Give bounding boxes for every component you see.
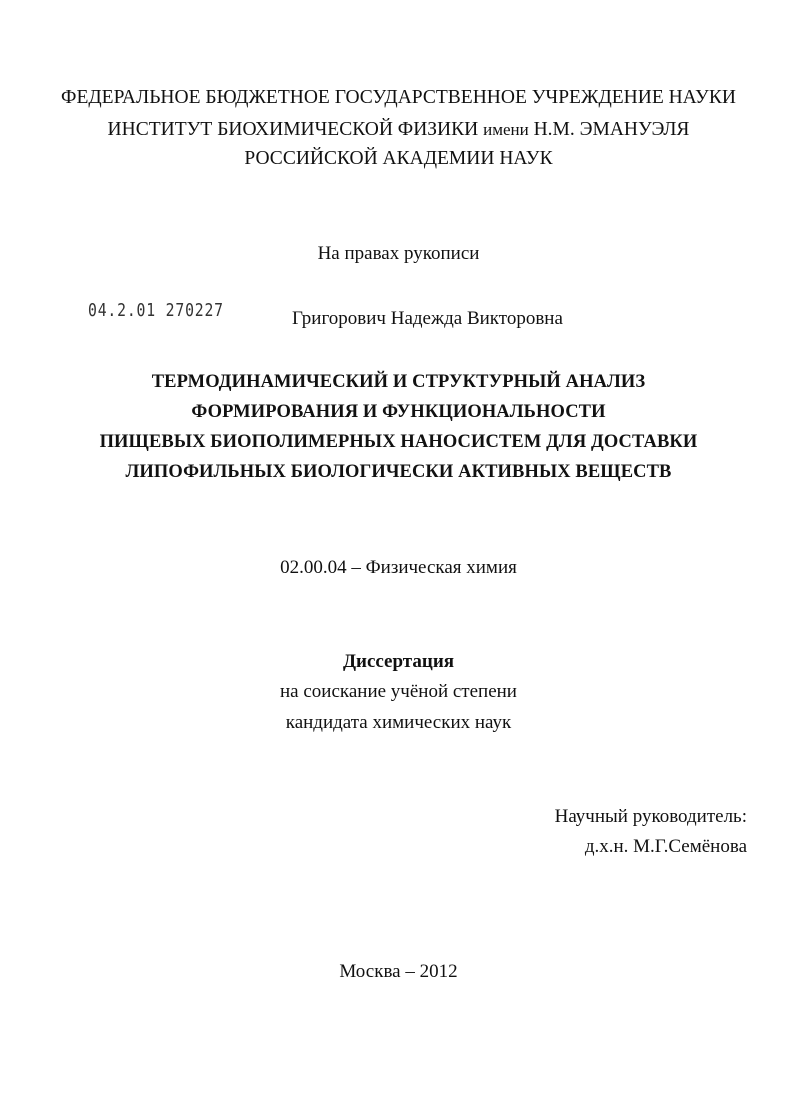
title-line-1: ТЕРМОДИНАМИЧЕСКИЙ И СТРУКТУРНЫЙ АНАЛИЗ [151,372,646,392]
author-name: Григорович Надежда Викторовна [292,308,563,329]
institution-line-3: РОССИЙСКОЙ АКАДЕМИИ НАУК [244,148,553,169]
institution-line-1: ФЕДЕРАЛЬНОЕ БЮДЖЕТНОЕ ГОСУДАРСТВЕННОЕ УЧРЕЖДЕНИЕ НАУКИ [61,87,736,108]
registration-stamp: 04.2.01 270227 [88,300,224,321]
institution-line-2-name: ИНСТИТУТ БИОХИМИЧЕСКОЙ ФИЗИКИ [107,119,484,140]
supervisor-name: д.х.н. М.Г.Семёнова [584,836,747,857]
specialty-code: 02.00.04 – Физическая химия [280,557,517,578]
title-line-4: ЛИПОФИЛЬНЫХ БИОЛОГИЧЕСКИ АКТИВНЫХ ВЕЩЕСТВ [125,462,672,482]
title-line-2: ФОРМИРОВАНИЯ И ФУНКЦИОНАЛЬНОСТИ [191,402,606,422]
institution-line-2-imeni: имени [483,120,529,139]
manuscript-note: На правах рукописи [317,243,480,264]
title-line-3: ПИЩЕВЫХ БИОПОЛИМЕРНЫХ НАНОСИСТЕМ ДЛЯ ДОСТАВКИ [99,432,698,452]
supervisor-label: Научный руководитель: [554,806,747,827]
degree-line-2: кандидата химических наук [285,712,512,733]
institution-line-2-person: Н.М. ЭМАНУЭЛЯ [528,119,690,140]
city-year: Москва – 2012 [339,961,458,982]
degree-line-1: на соискание учёной степени [280,681,517,702]
dissertation-heading: Диссертация [342,651,455,672]
institution-line-2 [0,118,797,142]
